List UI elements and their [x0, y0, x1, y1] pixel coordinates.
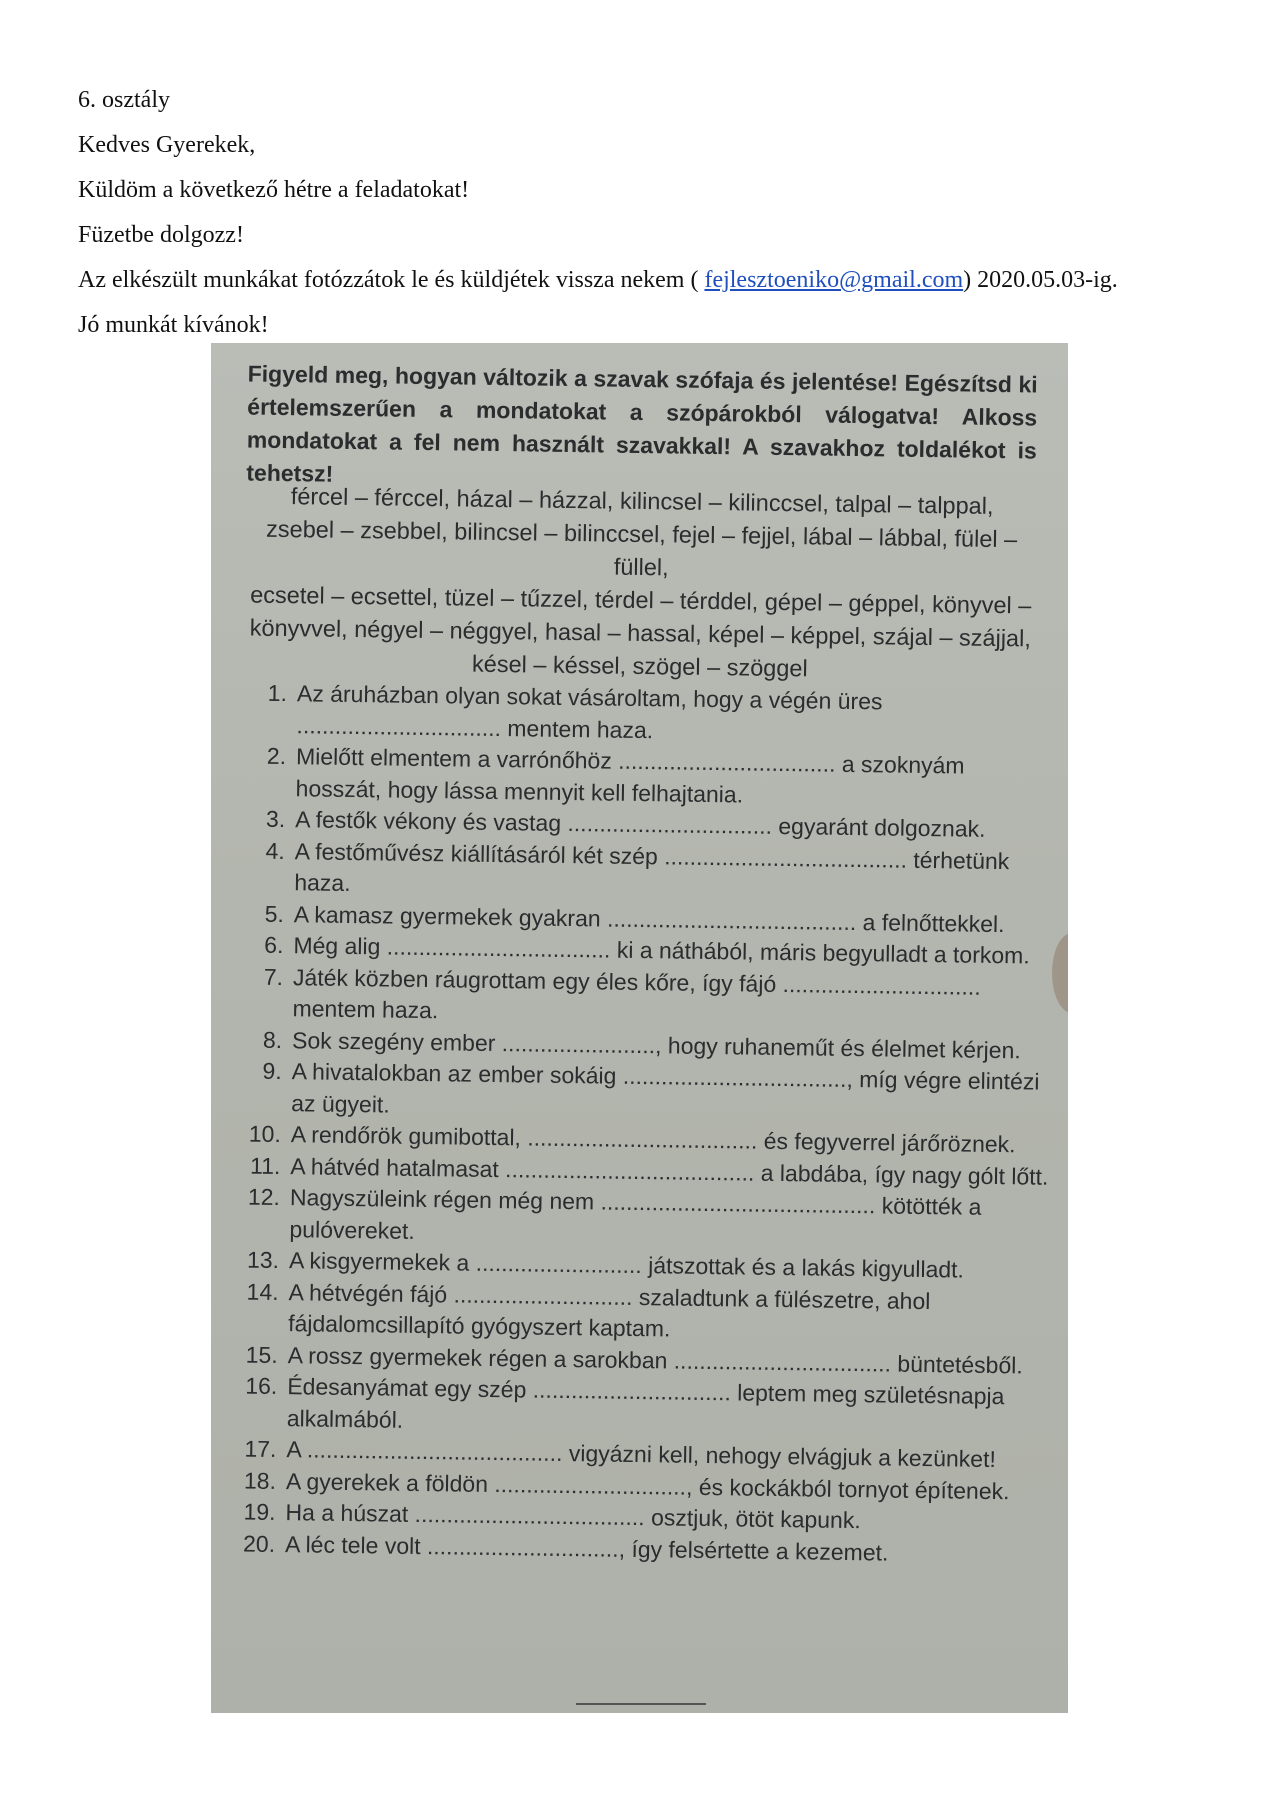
exercise-number: 8. — [262, 1026, 283, 1053]
word-pairs-line: késel – késsel, szögel – szöggel — [471, 650, 808, 682]
exercise-number: 9. — [262, 1057, 282, 1085]
exercise-number: 19. — [243, 1498, 276, 1526]
exercise-text: Mielőtt elmentem a varrónőhöz .................................. a szoknyám hosszát, hogy lássa mennyit kell felhajtania. — [295, 743, 965, 807]
exercise-number: 2. — [266, 742, 287, 770]
word-pairs-line: ecsetel – ecsettel, tüzel – tűzzel, térdel – térddel, gépel – géppel, könyvel – — [250, 581, 1032, 619]
page-bottom-rule — [576, 1703, 706, 1705]
word-pairs-line: könyvvel, négyel – néggyel, hasal – hassal, képel – képpel, szájal – szájjal, — [249, 614, 1032, 652]
exercise-text: Még alig ................................... ki a náthából, máris begyulladt a torkom. — [293, 932, 1030, 969]
exercise-item — [219, 1181, 1050, 1256]
exercise-number: 5. — [264, 900, 285, 927]
exercise-item — [225, 740, 1056, 815]
exercise-item — [221, 1055, 1052, 1130]
exercise-text: A kisgyermekek a .......................... játszottak és a lakás kigyulladt. — [288, 1247, 965, 1283]
exercise-text: Játék közben ráugrottam egy éles kőre, így fájó ............................... mentem haza. — [292, 963, 981, 1024]
worksheet-instruction: Figyeld meg, hogyan változik a szavak szófaja és jelentése! Egészítsd ki értelemszerűen a mondatokat a szópárokból válogatva! Alkoss mondatokat a fel nem használt szavakkal! A szavakhoz toldalékot is tehetsz! — [246, 360, 1038, 487]
submission-text-before: Az elkészült munkákat fotózzátok le és küldjétek vissza nekem ( — [78, 267, 705, 293]
exercise-text: A kamasz gyermekek gyakran ....................................... a felnőttekkel. — [293, 900, 1005, 937]
exercise-number: 11. — [249, 1152, 281, 1179]
exercise-item — [218, 1276, 1049, 1351]
exercise-text: Édesanyámat egy szép ............................... leptem meg születésnapja alkalmából. — [286, 1373, 1005, 1433]
submission-text-after: ) 2020.05.03-ig. — [963, 267, 1118, 293]
word-pairs-line: zsebel – zsebbel, bilincsel – bilinccsel, fejel – fejjel, lábal – lábbal, fülel – füllel, — [265, 515, 1018, 581]
exercise-number: 13. — [246, 1246, 280, 1274]
exercise-number: 14. — [246, 1278, 279, 1305]
exercise-text: A gyerekek a földön .............................., és kockákból tornyot építenek. — [285, 1467, 1010, 1504]
exercise-number: 10. — [248, 1120, 282, 1148]
exercise-text: A léc tele volt .............................., így felsértette a kezemet. — [284, 1530, 889, 1566]
exercise-text: Az áruházban olyan sokat vásároltam, hogy a végén üres ................................ mentem haza. — [296, 680, 883, 743]
exercise-number: 1. — [267, 679, 288, 707]
exercise-text: A hétvégén fájó ............................ szaladtunk a fülészetre, ahol fájdalomcsillapító gyógyszert kaptam. — [288, 1278, 931, 1342]
exercise-text: A hátvéd hatalmasat ....................................... a labdába, így nagy gólt lőtt. — [290, 1152, 1049, 1190]
exercise-number: 3. — [265, 805, 286, 833]
exercise-item — [224, 835, 1055, 910]
exercise-text: A hivatalokban az ember sokáig ..................................., míg végre elintézi az ügyeit. — [291, 1058, 1040, 1118]
exercise-item — [217, 1370, 1048, 1445]
exercise-number: 16. — [245, 1372, 278, 1400]
grade-line: 6. osztály — [78, 87, 170, 113]
exercise-number: 17. — [244, 1435, 277, 1463]
closing-line: Jó munkát kívánok! — [78, 312, 269, 338]
notebook-line: Füzetbe dolgozz! — [78, 222, 244, 248]
exercise-text: A rendőrök gumibottal, .................................... és fegyverrel járőröznek. — [290, 1121, 1016, 1158]
exercise-number: 18. — [243, 1467, 277, 1494]
exercise-list — [215, 677, 1057, 1571]
worksheet-photo — [211, 343, 1068, 1713]
exercise-text: Ha a húszat .................................... osztjuk, ötöt kapunk. — [285, 1499, 861, 1534]
exercise-text: A festők vékony és vastag ................................ egyaránt dolgoznak. — [295, 806, 986, 842]
exercise-number: 6. — [264, 931, 284, 959]
exercise-number: 7. — [263, 963, 284, 990]
email-link[interactable]: fejlesztoeniko@gmail.com — [704, 267, 964, 293]
exercise-text: A festőművész kiállításáról két szép ...................................... térhetünk haza. — [294, 837, 1010, 896]
intro-text — [78, 78, 1218, 348]
submission-line — [78, 258, 1218, 303]
tasks-line: Küldöm a következő hétre a feladatokat! — [78, 177, 470, 203]
exercise-number: 15. — [245, 1341, 278, 1368]
word-pairs — [240, 479, 1043, 688]
exercise-text: Nagyszüleink régen még nem ........................................... kötötték a pulóvereket. — [289, 1184, 982, 1244]
exercise-item — [226, 677, 1057, 752]
exercise-number: 20. — [242, 1530, 276, 1557]
greeting-line: Kedves Gyerekek, — [78, 132, 256, 158]
exercise-number: 4. — [265, 837, 285, 864]
exercise-text: Sok szegény ember ........................, hogy ruhaneműt és élelmet kérjen. — [291, 1026, 1021, 1063]
exercise-number: 12. — [247, 1183, 281, 1211]
exercise-item — [222, 961, 1053, 1036]
word-pairs-line: fércel – férccel, házal – házzal, kilincsel – kilinccsel, talpal – talppal, — [290, 483, 994, 519]
exercise-text: A rossz gyermekek régen a sarokban .................................. büntetésből. — [287, 1341, 1023, 1378]
exercise-text: A ........................................ vigyázni kell, nehogy elvágjuk a kezünket! — [286, 1436, 997, 1473]
